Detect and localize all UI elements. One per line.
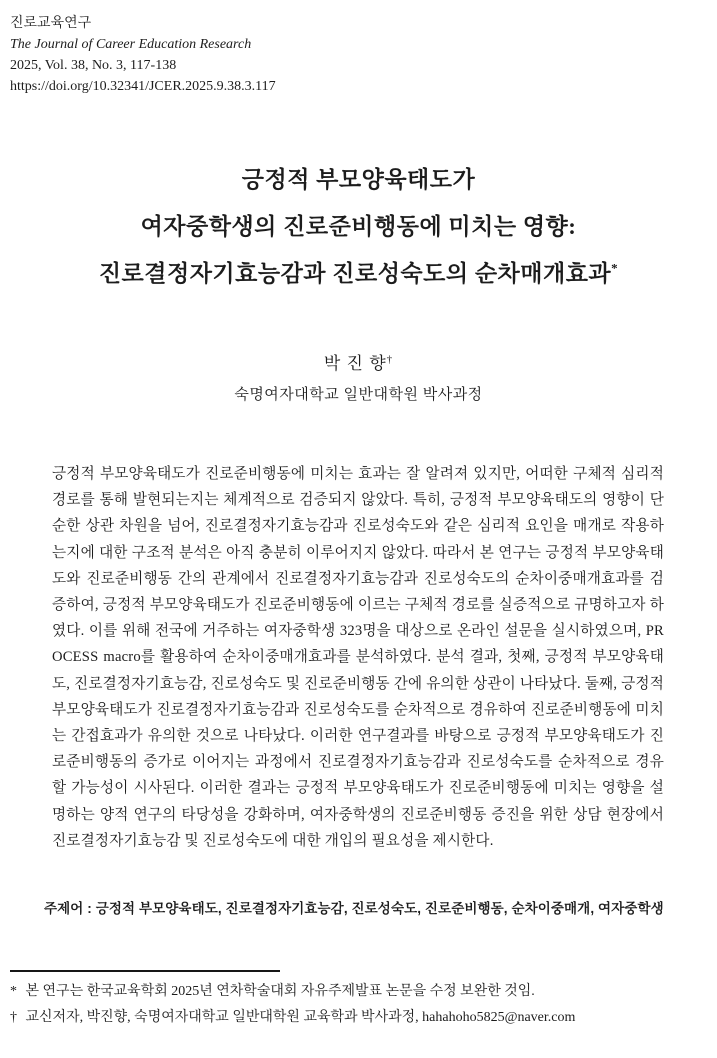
journal-name-english: The Journal of Career Education Research xyxy=(10,37,252,52)
doi-link: https://doi.org/10.32341/JCER.2025.9.38.3.117 xyxy=(10,79,276,94)
journal-name-korean: 진로교육연구 xyxy=(10,16,92,31)
article-title xyxy=(0,156,717,297)
keywords-text: 긍정적 부모양육태도, 진로결정자기효능감, 진로성숙도, 진로준비행동, 순차이중매개, 여자중학생 xyxy=(95,901,664,916)
author-corresponding-marker: † xyxy=(386,353,394,366)
keywords-line xyxy=(44,899,676,918)
author-affiliation: 숙명여자대학교 일반대학원 박사과정 xyxy=(234,387,483,403)
footnote-study-note xyxy=(10,979,710,1005)
abstract-paragraph: 긍정적 부모양육태도가 진로준비행동에 미치는 효과는 잘 알려져 있지만, 어떠한 구체적 심리적 경로를 통해 발현되는지는 체계적으로 검증되지 않았다. 특히, 긍정적 부모양육태도의 영향이 단순한 상관 차원을 넘어, 진로결정자기효능감과 진로성숙도와 같은 심리적 요인을 매개로 작용하는지에 대한 구조적 분석은 아직 충분히 이루어지지 않았다. 따라서 본 연구는 긍정적 부모양육태도와 진로준비행동 간의 관계에서 진로결정자기효능감과 진로성숙도의 순차이중매개효과를 검증하여, 긍정적 부모양육태도가 진로준비행동에 이르는 구체적 경로를 실증적으로 규명하고자 하였다. 이를 위해 전국에 거주하는 여자중학생 323명을 대상으로 온라인 설문을 실시하였으며, PROCESS macro를 활용하여 순차이중매개효과를 분석하였다. 분석 결과, 첫째, 긍정적 부모양육태도, 진로결정자기효능감, 진로성숙도 및 진로준비행동 간에 유의한 상관이 나타났다. 둘째, 긍정적 부모양육태도가 진로결정자기효능감과 진로성숙도를 순차적으로 경유하여 진로준비행동에 미치는 간접효과가 유의한 것으로 나타났다. 이러한 연구결과를 바탕으로 긍정적 부모양육태도가 진로준비행동의 증가로 이어지는 과정에서 진로결정자기효능감과 진로성숙도를 순차적으로 경유할 가능성이 시사된다. 이러한 결과는 긍정적 부모양육태도가 진로준비행동에 미치는 영향을 설명하는 양적 연구의 타당성을 강화하며, 여자중학생의 진로준비행동 증진을 위한 상담 현장에서 진로결정자기효능감 및 진로성숙도에 대한 개입의 필요성을 제시한다. xyxy=(52,466,664,849)
journal-header xyxy=(10,13,276,97)
footnote-corresponding-author-text: 교신저자, 박진향, 숙명여자대학교 일반대학원 교육학과 박사과정, hahahoho5825@naver.com xyxy=(25,1009,576,1025)
footnote-divider xyxy=(10,970,280,972)
article-title-line1: 긍정적 부모양육태도가 xyxy=(241,167,476,192)
footnote-corresponding-author xyxy=(10,1005,710,1031)
footnote-asterisk-marker: * xyxy=(10,984,17,999)
journal-issue-line: 2025, Vol. 38, No. 3, 117-138 xyxy=(10,58,177,73)
title-footnote-marker: * xyxy=(611,260,619,276)
keywords-label: 주제어 : xyxy=(44,901,92,916)
article-title-line2: 여자중학생의 진로준비행동에 미치는 영향: xyxy=(140,214,577,239)
footnote-dagger-marker: † xyxy=(10,1009,17,1025)
article-title-line3: 진로결정자기효능감과 진로성숙도의 순차매개효과* xyxy=(98,260,619,286)
author-name: 박 진 향† xyxy=(323,353,394,373)
footnote-study-note-text: 본 연구는 한국교육학회 2025년 연차학술대회 자유주제발표 논문을 수정 보완한 것임. xyxy=(25,984,535,999)
footnotes xyxy=(10,979,710,1030)
